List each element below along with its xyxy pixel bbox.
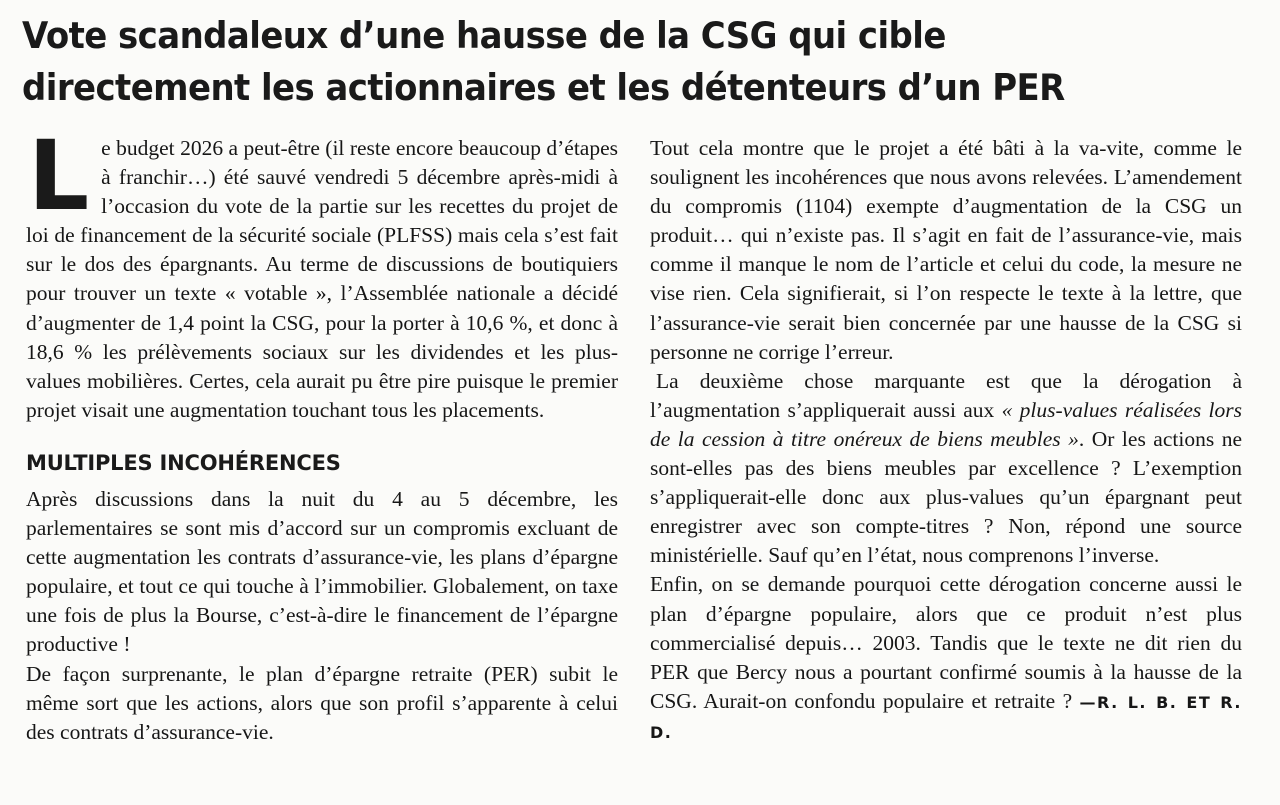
- intro-text: e budget 2026 a peut-être (il reste encore beaucoup d’étapes à franchir…) été sauvé vendredi 5 décembre après-midi à l’occasion du vote de la partie sur les recettes du projet de loi de financement de la sécurité sociale (PLFSS) mais cela s’est fait sur le dos des épargnants. Au terme de discussions de boutiquiers pour trouver un texte « votable », l’Assemblée nationale a décidé d’augmenter de 1,4 point la CSG, pour la porter à 10,6 %, et donc à 18,6 % les prélèvements sociaux sur les dividendes et les plus-values mobilières. Certes, cela aurait pu être pire puisque le premier projet visait une augmentation touchant tous les placements.: [26, 136, 618, 422]
- paragraph-2: Après discussions dans la nuit du 4 au 5 décembre, les parlementaires se sont mis d’accord sur un compromis excluant de cette augmentation les contrats d’assurance-vie, les plans d’épargne populaire, et tout ce qui touche à l’immobilier. Globalement, on taxe une fois de plus la Bourse, c’est-à-dire le financement de l’épargne productive !: [26, 486, 618, 657]
- paragraph-5-start: La deuxième chose marquante est que la dérogation à l’augmentation s’appliquerait aussi aux: [650, 368, 1242, 422]
- article-title-line-2: directement les actionnaires et les détenteurs d’un PER: [22, 66, 1065, 109]
- paragraph-4: Tout cela montre que le projet a été bâti à la va-vite, comme le soulignent les incohérences que nous avons relevées. L’amendement du compromis (1104) exempte d’augmentation de la CSG un produit… qui n’existe pas. Il s’agit en fait de l’assurance-vie, mais comme il manque le nom de l’article et celui du code, la mesure ne vise rien. Cela signifierait, si l’on respecte le texte à la lettre, que l’assurance-vie serait bien concernée par une hausse de la CSG si personne ne corrige l’erreur.: [650, 136, 1242, 364]
- left-column: [26, 120, 618, 747]
- paragraph-3: De façon surprenante, le plan d’épargne retraite (PER) subit le même sort que les actions, alors que son profil s’apparente à celui des contrats d’assurance-vie.: [26, 661, 618, 744]
- drop-cap: L: [28, 120, 90, 232]
- paragraph-6: [650, 570, 1242, 747]
- right-column: [650, 134, 1242, 747]
- paragraph-6-text: Enfin, on se demande pourquoi cette dérogation concerne aussi le plan d’épargne populaire, alors que ce produit n’est plus commercialisé depuis… 2003. Tandis que le texte ne dit rien du PER que Bercy nous a pourtant confirmé soumis à la hausse de la CSG. Aurait-on confondu populaire et retraite ?: [650, 572, 1242, 713]
- author-signature: —R. L. B. ET R. D.: [650, 692, 1243, 742]
- article-title: [22, 10, 1175, 114]
- section-subheading: MULTIPLES INCOHÉRENCES: [26, 450, 341, 475]
- intro-paragraph: [26, 120, 618, 425]
- paragraph-5-quote: « plus-values réalisées lors de la cession à titre onéreux de biens meubles »: [650, 397, 1243, 451]
- paragraph-5-end: . Or les actions ne sont-elles pas des biens meubles par excellence ? L’exemption s’appliquerait-elle donc aux plus-values qu’un épargnant peut enregistrer avec son compte-titres ? Non, répond une source ministérielle. Sauf qu’en l’état, nous comprenons l’inverse.: [650, 426, 1242, 568]
- paragraph-5: [650, 367, 1242, 571]
- article-title-line-1: Vote scandaleux d’une hausse de la CSG qui cible: [22, 14, 946, 57]
